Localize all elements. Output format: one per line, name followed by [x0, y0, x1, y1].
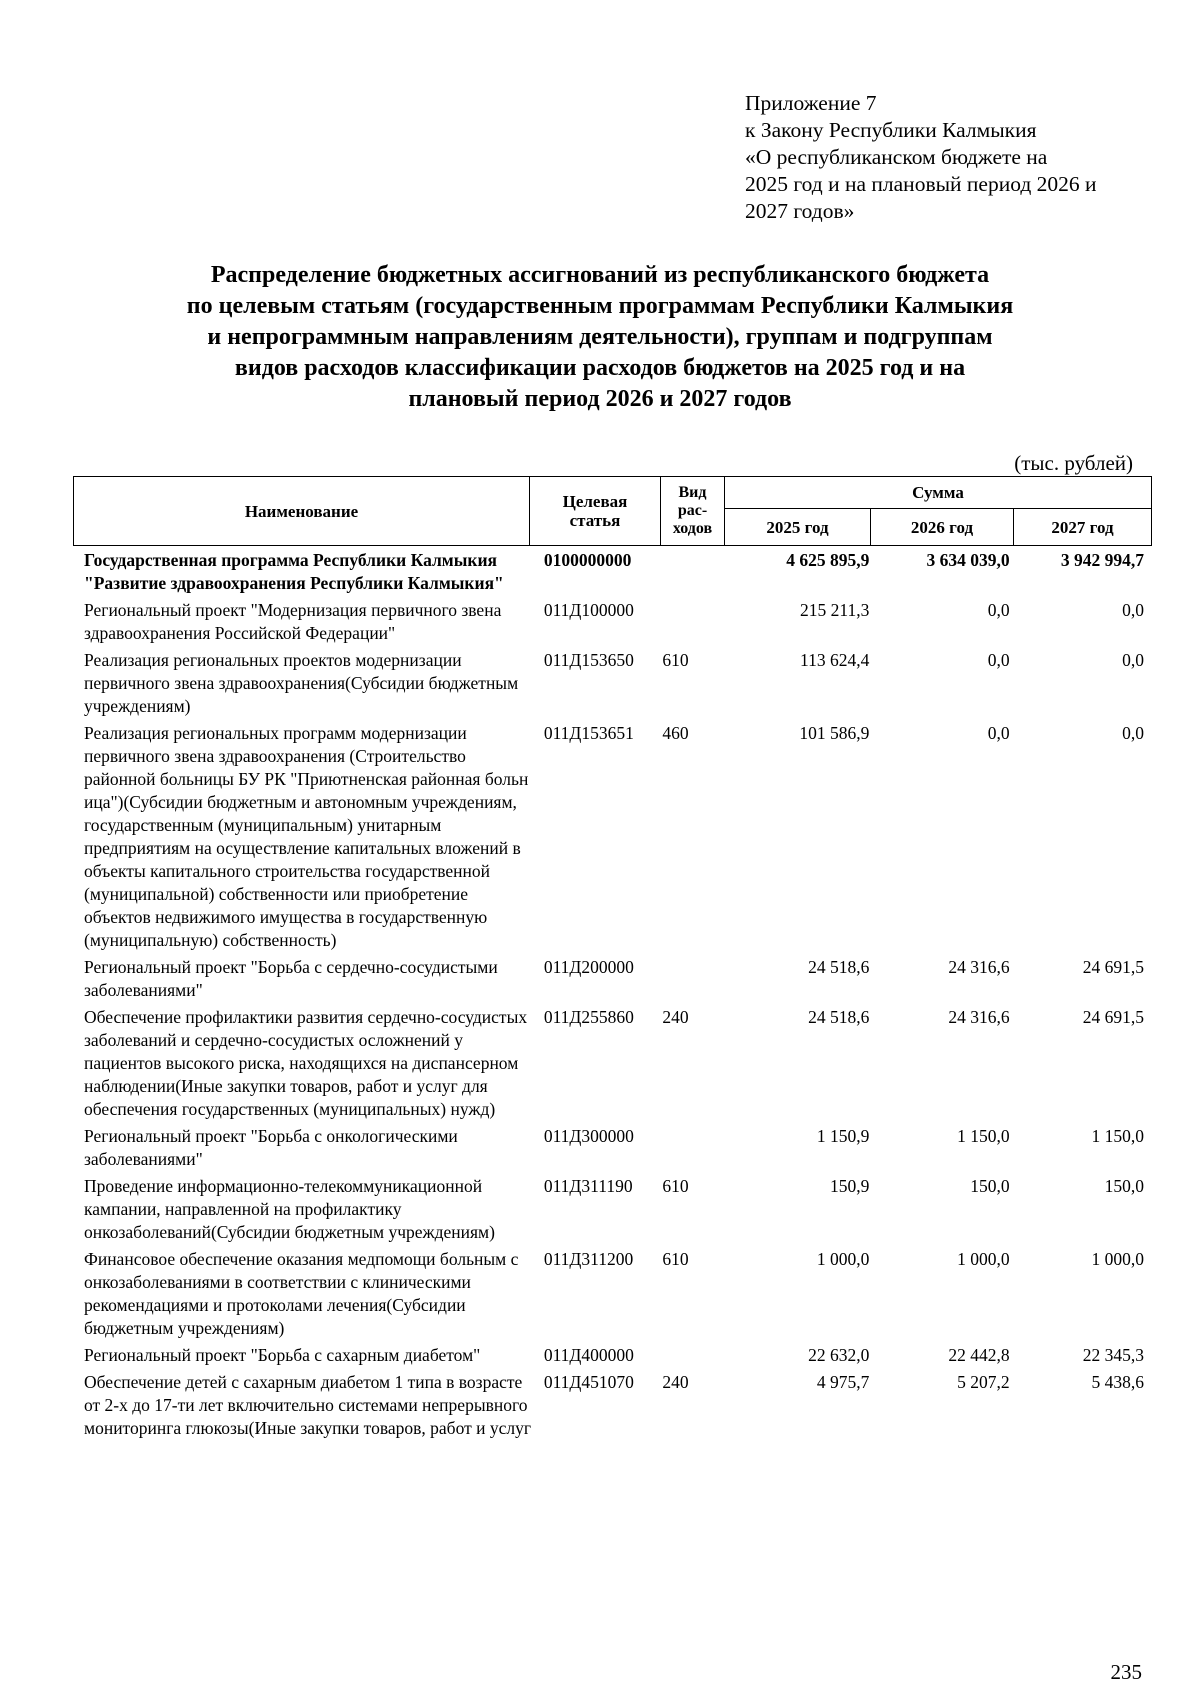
title-line: по целевым статьям (государственным программам Республики Калмыкия [186, 293, 1014, 319]
row-name: Реализация региональных программ модернизации первичного звена здравоохранения (Строительство районной больницы БУ РК "Приютненская районная больн ица")(Субсидии бюджетным и автономным учреждениям, государственным (муниципальным) унитарным предприятиям на осуществление капитальных вложений в объекты капитального строительства государственной (муниципальной) собственности или приобретение объектов недвижимого имущества в государственную (муниципальную) собственность) [84, 723, 529, 950]
row-code: 011Д153651 [543, 723, 634, 743]
row-value-2026: 0,0 [987, 650, 1010, 670]
appendix-block [745, 90, 1165, 225]
row-code: 011Д451070 [543, 1372, 634, 1392]
header-code: Целевая статья [530, 477, 661, 546]
row-value-2025: 113 624,4 [799, 650, 870, 670]
row-value-2027: 0,0 [1122, 650, 1144, 670]
row-value-2025: 22 632,0 [808, 1345, 870, 1365]
table-row [84, 1006, 1144, 1121]
table-row [84, 956, 1144, 1002]
row-name: Региональный проект "Борьба с сахарным диабетом" [84, 1345, 481, 1365]
row-name: Региональный проект "Борьба с сердечно-сосудистыми заболеваниями" [84, 957, 498, 1000]
row-value-2027: 0,0 [1122, 723, 1144, 743]
table-row [84, 599, 1144, 645]
row-name: Региональный проект "Модернизация первичного звена здравоохранения Российской Федерации" [84, 600, 502, 643]
table-row [84, 1344, 1144, 1367]
row-value-2027: 1 150,0 [1091, 1126, 1144, 1146]
row-kind: 610 [662, 1176, 689, 1196]
row-name: Региональный проект "Борьба с онкологическими заболеваниями" [84, 1126, 458, 1169]
row-value-2025: 101 586,9 [799, 723, 870, 743]
row-value-2025: 4 625 895,9 [786, 550, 870, 570]
row-value-2026: 1 150,0 [957, 1126, 1010, 1146]
row-code: 011Д153650 [543, 650, 634, 670]
row-value-2027: 24 691,5 [1082, 957, 1144, 977]
row-code: 0100000000 [543, 550, 632, 570]
row-value-2026: 0,0 [987, 600, 1010, 620]
row-name: Обеспечение детей с сахарным диабетом 1 типа в возрасте от 2-х до 17-ти лет включительно системами непрерывного мониторинга глюкозы(Иные закупки товаров, работ и услуг [84, 1372, 532, 1438]
row-value-2025: 150,9 [829, 1176, 870, 1196]
row-value-2027: 5 438,6 [1091, 1372, 1144, 1392]
appendix-line: 2025 год и на плановый период 2026 и [745, 172, 1097, 196]
row-name: Реализация региональных проектов модернизации первичного звена здравоохранения(Субсидии бюджетным учреждениям) [84, 650, 519, 716]
title-line: видов расходов классификации расходов бюджетов на 2025 год и на [234, 355, 966, 381]
row-code: 011Д311190 [543, 1176, 633, 1196]
row-value-2026: 5 207,2 [957, 1372, 1010, 1392]
row-value-2026: 1 000,0 [957, 1249, 1010, 1269]
row-code: 011Д200000 [543, 957, 634, 977]
table-row [84, 549, 1144, 595]
table-row [84, 649, 1144, 718]
row-kind: 240 [662, 1372, 689, 1392]
row-code: 011Д100000 [543, 600, 634, 620]
appendix-line: «О республиканском бюджете на [745, 145, 1048, 169]
document-title [70, 260, 1130, 415]
table-row [84, 1248, 1144, 1340]
row-value-2027: 3 942 994,7 [1060, 550, 1144, 570]
title-line: и непрограммным направлениям деятельности), группам и подгруппам [207, 324, 993, 350]
title-line: Распределение бюджетных ассигнований из республиканского бюджета [210, 262, 990, 288]
row-value-2027: 1 000,0 [1091, 1249, 1144, 1269]
header-sum: Сумма [725, 477, 1152, 509]
row-kind: 460 [662, 723, 689, 743]
header-2025: 2025 год [725, 509, 871, 546]
row-name: Финансовое обеспечение оказания медпомощи больным с онкозаболеваниями в соответствии с клиническими рекомендациями и протоколами лечения(Субсидии бюджетным учреждениям) [84, 1249, 519, 1338]
row-code: 011Д311200 [543, 1249, 634, 1269]
row-value-2026: 0,0 [987, 723, 1010, 743]
row-name: Государственная программа Республики Калмыкия "Развитие здравоохранения Республики Калмыкия" [84, 550, 504, 593]
row-value-2025: 1 000,0 [816, 1249, 870, 1269]
table-header [73, 476, 1152, 546]
row-code: 011Д400000 [543, 1345, 634, 1365]
title-line: плановый период 2026 и 2027 годов [408, 386, 792, 412]
appendix-line: 2027 годов» [745, 199, 855, 223]
table-body [84, 549, 1144, 1440]
page-number: 235 [1110, 1660, 1142, 1684]
header-name: Наименование [74, 477, 530, 546]
table-row [84, 722, 1144, 952]
row-value-2026: 3 634 039,0 [926, 550, 1010, 570]
row-value-2025: 24 518,6 [808, 1007, 870, 1027]
row-value-2025: 1 150,9 [816, 1126, 870, 1146]
row-name: Обеспечение профилактики развития сердечно-сосудистых заболеваний и сердечно-сосудистых осложнений у пациентов высокого риска, находящихся на диспансерном наблюдении(Иные закупки товаров, работ и услуг для обеспечения государственных (муниципальных) нужд) [84, 1007, 528, 1119]
table-row [84, 1371, 1144, 1440]
row-name: Проведение информационно-телекоммуникационной кампании, направленной на профилактику онкозаболеваний(Субсидии бюджетным учреждениям) [84, 1176, 495, 1242]
row-code: 011Д255860 [543, 1007, 634, 1027]
header-2026: 2026 год [871, 509, 1014, 546]
row-kind: 610 [662, 1249, 689, 1269]
table-row [84, 1175, 1144, 1244]
header-2027: 2027 год [1014, 509, 1152, 546]
row-value-2026: 150,0 [970, 1176, 1010, 1196]
row-value-2025: 215 211,3 [799, 600, 870, 620]
row-value-2027: 0,0 [1122, 600, 1144, 620]
row-value-2026: 24 316,6 [948, 1007, 1010, 1027]
row-value-2027: 24 691,5 [1082, 1007, 1144, 1027]
row-value-2026: 24 316,6 [948, 957, 1010, 977]
row-value-2026: 22 442,8 [948, 1345, 1010, 1365]
row-value-2025: 24 518,6 [808, 957, 870, 977]
table-row [84, 1125, 1144, 1171]
appendix-line: Приложение 7 [745, 91, 877, 115]
row-kind: 610 [662, 650, 689, 670]
appendix-line: к Закону Республики Калмыкия [745, 118, 1037, 142]
header-kind: Вид рас-ходов [661, 477, 725, 546]
row-kind: 240 [662, 1007, 689, 1027]
units-label: (тыс. рублей) [1014, 451, 1133, 475]
row-value-2027: 150,0 [1104, 1176, 1144, 1196]
row-code: 011Д300000 [543, 1126, 634, 1146]
row-value-2027: 22 345,3 [1082, 1345, 1144, 1365]
row-value-2025: 4 975,7 [816, 1372, 870, 1392]
